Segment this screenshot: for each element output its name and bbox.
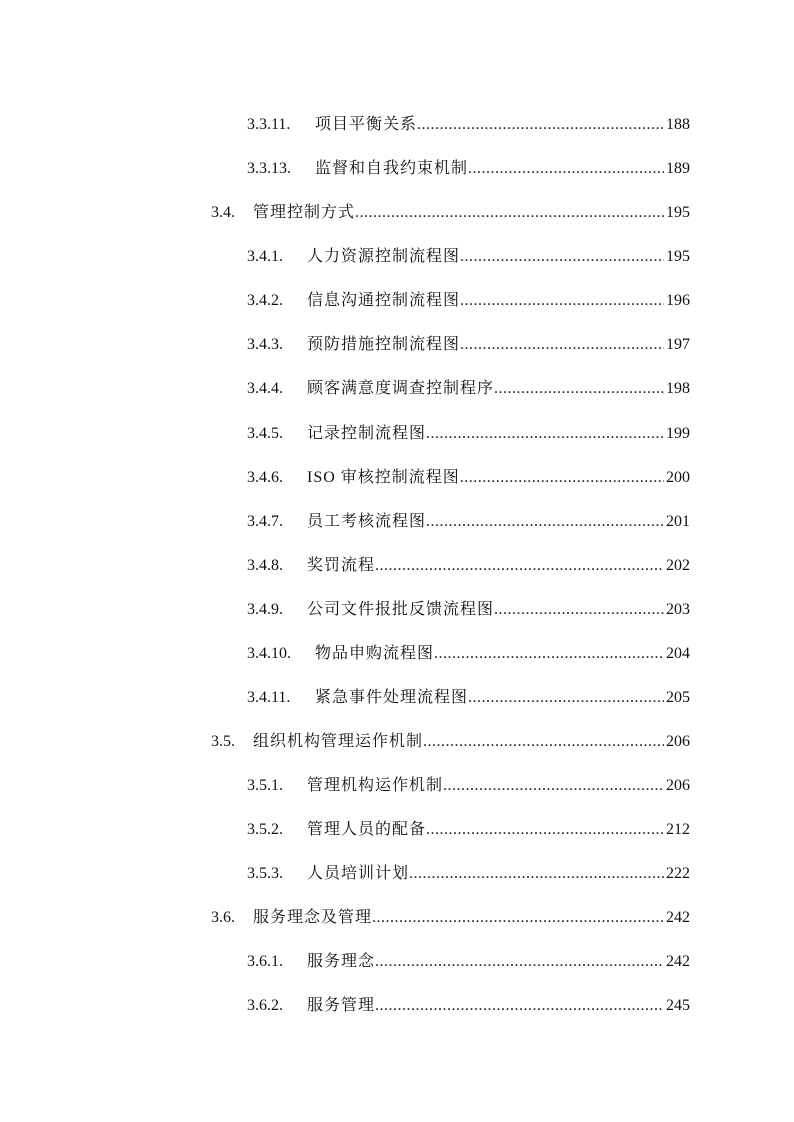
toc-entry[interactable] <box>247 640 690 664</box>
toc-number: 3.4.2. <box>247 292 283 309</box>
toc-entry[interactable] <box>247 420 690 444</box>
toc-page-number: 200 <box>666 469 690 486</box>
toc-entry[interactable] <box>247 816 690 840</box>
toc-number: 3.4. <box>211 204 235 221</box>
dot-leader <box>375 953 664 971</box>
toc-title: 物品申购流程图 <box>315 645 435 662</box>
toc-entry[interactable] <box>247 992 690 1016</box>
toc-title: 人力资源控制流程图 <box>307 248 461 265</box>
toc-title: 顾客满意度调查控制程序 <box>307 380 495 397</box>
toc-page-number: 242 <box>666 909 690 926</box>
toc-entry[interactable] <box>247 684 690 708</box>
toc-page-number: 202 <box>666 557 690 574</box>
toc-page-number: 204 <box>666 645 690 662</box>
toc-entry[interactable] <box>247 331 690 355</box>
dot-leader <box>375 997 664 1015</box>
toc-entry[interactable] <box>247 243 690 267</box>
toc-title: 预防措施控制流程图 <box>307 336 461 353</box>
toc-title: 紧急事件处理流程图 <box>315 689 469 706</box>
dot-leader <box>355 204 664 222</box>
toc-number: 3.4.4. <box>247 380 283 397</box>
toc-entry[interactable] <box>211 728 690 752</box>
toc-page-number: 212 <box>666 821 690 838</box>
toc-entry[interactable] <box>247 948 690 972</box>
toc-title: 服务理念 <box>307 953 376 970</box>
toc-entry[interactable] <box>247 508 690 532</box>
dot-leader <box>375 557 664 575</box>
toc-title: 人员培训计划 <box>307 865 410 882</box>
dot-leader <box>434 645 664 663</box>
dot-leader <box>494 601 664 619</box>
dot-leader <box>372 909 664 927</box>
dot-leader <box>460 292 664 310</box>
toc-number: 3.6. <box>211 909 235 926</box>
toc-entry[interactable] <box>211 904 690 928</box>
dot-leader <box>423 733 664 751</box>
toc-number: 3.5. <box>211 733 235 750</box>
toc-entry[interactable] <box>247 375 690 399</box>
dot-leader <box>494 380 664 398</box>
toc-number: 3.4.10. <box>247 645 291 662</box>
toc-page-number: 206 <box>666 777 690 794</box>
toc-entry[interactable] <box>247 860 690 884</box>
toc-page-number: 196 <box>666 292 690 309</box>
toc-entry[interactable] <box>211 199 690 223</box>
toc-page-number: 188 <box>666 116 690 133</box>
toc-title: 记录控制流程图 <box>307 425 427 442</box>
dot-leader <box>426 513 664 531</box>
toc-page-number: 198 <box>666 380 690 397</box>
toc-number: 3.3.13. <box>247 160 291 177</box>
toc-title: ISO 审核控制流程图 <box>307 469 460 486</box>
toc-number: 3.3.11. <box>247 116 291 133</box>
dot-leader <box>443 777 664 795</box>
toc-page-number: 197 <box>666 336 690 353</box>
toc-title: 监督和自我约束机制 <box>315 160 469 177</box>
toc-number: 3.6.1. <box>247 953 283 970</box>
toc-number: 3.4.7. <box>247 513 283 530</box>
dot-leader <box>468 160 664 178</box>
toc-number: 3.6.2. <box>247 997 283 1014</box>
toc-title: 项目平衡关系 <box>315 116 418 133</box>
toc-page-number: 203 <box>666 601 690 618</box>
toc-page-number: 222 <box>666 865 690 882</box>
toc-page-number: 199 <box>666 425 690 442</box>
toc-number: 3.4.8. <box>247 557 283 574</box>
toc-page-number: 205 <box>666 689 690 706</box>
toc-page-number: 242 <box>666 953 690 970</box>
toc-entry[interactable] <box>247 772 690 796</box>
toc-title: 奖罚流程 <box>307 557 376 574</box>
toc-page-number: 245 <box>666 997 690 1014</box>
dot-leader <box>426 425 664 443</box>
dot-leader <box>468 689 664 707</box>
toc-number: 3.4.9. <box>247 601 283 618</box>
toc-title: 服务管理 <box>307 997 376 1014</box>
toc-title: 员工考核流程图 <box>307 513 427 530</box>
toc-entry[interactable] <box>247 464 690 488</box>
toc-title: 公司文件报批反馈流程图 <box>307 601 495 618</box>
dot-leader <box>460 469 664 487</box>
toc-number: 3.4.1. <box>247 248 283 265</box>
toc-entry[interactable] <box>247 552 690 576</box>
toc-number: 3.4.5. <box>247 425 283 442</box>
toc-number: 3.4.11. <box>247 689 291 706</box>
toc-number: 3.5.3. <box>247 865 283 882</box>
toc-title: 组织机构管理运作机制 <box>253 733 424 750</box>
toc-page-number: 189 <box>666 160 690 177</box>
dot-leader <box>409 865 664 883</box>
toc-entry[interactable] <box>247 287 690 311</box>
toc-number: 3.4.6. <box>247 469 283 486</box>
dot-leader <box>460 248 664 266</box>
toc-page-number: 206 <box>666 733 690 750</box>
toc-title: 管理机构运作机制 <box>307 777 444 794</box>
toc-entry[interactable] <box>247 111 690 135</box>
dot-leader <box>417 116 664 134</box>
toc-title: 服务理念及管理 <box>253 909 373 926</box>
toc-page-number: 195 <box>666 204 690 221</box>
dot-leader <box>460 336 664 354</box>
toc-title: 管理控制方式 <box>253 204 356 221</box>
toc-page-number: 195 <box>666 248 690 265</box>
toc-entry[interactable] <box>247 596 690 620</box>
toc-title: 信息沟通控制流程图 <box>307 292 461 309</box>
dot-leader <box>426 821 664 839</box>
toc-number: 3.5.2. <box>247 821 283 838</box>
toc-number: 3.5.1. <box>247 777 283 794</box>
toc-number: 3.4.3. <box>247 336 283 353</box>
toc-entry[interactable] <box>247 155 690 179</box>
toc-page-number: 201 <box>666 513 690 530</box>
toc-title: 管理人员的配备 <box>307 821 427 838</box>
